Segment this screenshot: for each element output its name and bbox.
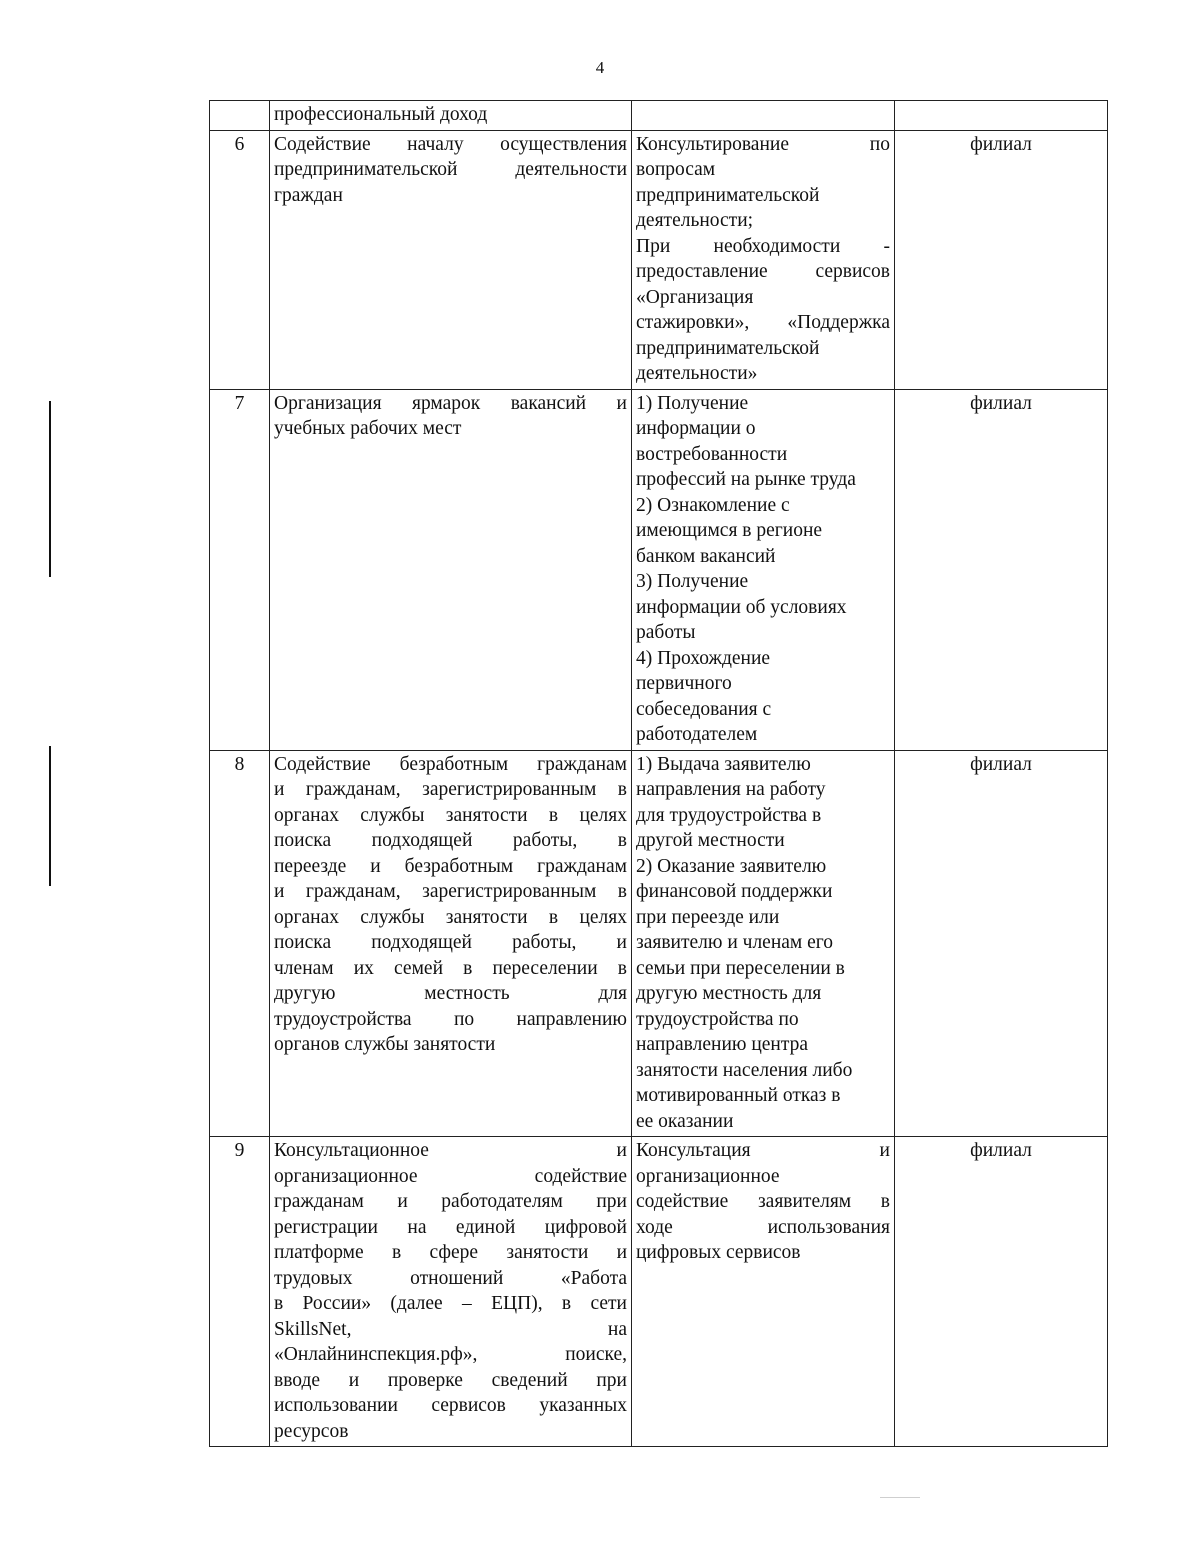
- executor-cell: филиал: [895, 1137, 1108, 1447]
- result-line: финансовой поддержки: [636, 881, 833, 902]
- page-number: 4: [595, 58, 605, 77]
- executor-cell: филиал: [895, 389, 1108, 750]
- service-line: учебных рабочих мест: [274, 418, 462, 439]
- result-line: 2) Оказание заявителю: [636, 855, 827, 877]
- result-line: работодателем: [636, 724, 758, 745]
- row-number-cell: 6: [210, 130, 270, 389]
- scan-artifact: [880, 1497, 920, 1498]
- result-line: направления на работу: [636, 779, 826, 800]
- result-line: другую местность для: [636, 983, 822, 1004]
- result-line: предпринимательской: [636, 184, 820, 206]
- service-line: ресурсов: [274, 1420, 349, 1442]
- result-line: трудоустройства по: [636, 1008, 799, 1030]
- result-line: занятости населения либо: [636, 1059, 853, 1081]
- result-line: вопросам: [636, 159, 716, 180]
- result-line: мотивированный отказ в: [636, 1085, 841, 1106]
- result-line: цифровых сервисов: [636, 1242, 801, 1263]
- result-cell: [632, 1137, 895, 1447]
- service-line: граждан: [274, 184, 343, 206]
- service-cell: [270, 750, 632, 1137]
- service-line: поиска подходящей работы, и: [274, 932, 627, 953]
- result-line: 4) Прохождение: [636, 647, 771, 669]
- result-line: 1) Выдача заявителю: [636, 753, 811, 775]
- result-line: при переезде или: [636, 906, 780, 928]
- service-line: предпринимательской деятельности: [274, 159, 627, 180]
- service-line: Содействие безработным гражданам: [274, 753, 627, 775]
- row-number-cell: 7: [210, 389, 270, 750]
- service-line: органов службы занятости: [274, 1034, 496, 1055]
- result-line: предпринимательской: [636, 337, 820, 359]
- result-cell: [632, 389, 895, 750]
- table-row: [210, 389, 1108, 750]
- service-cell: профессиональный доход: [270, 101, 632, 131]
- table-row: [210, 750, 1108, 1137]
- result-cell: [632, 130, 895, 389]
- result-line: Консультация и: [636, 1140, 890, 1161]
- row-number-cell: 9: [210, 1137, 270, 1447]
- margin-line-mark: [49, 746, 51, 886]
- service-line: регистрации на единой цифровой: [274, 1216, 627, 1238]
- service-line: другую местность для: [274, 983, 627, 1004]
- result-line: 2) Ознакомление с: [636, 494, 790, 516]
- result-line: профессий на рынке труда: [636, 469, 856, 490]
- result-line: информации о: [636, 418, 756, 439]
- services-table: [209, 100, 1108, 1447]
- result-line: ходе использования: [636, 1216, 890, 1238]
- result-line: организационное: [636, 1165, 780, 1187]
- service-cell: [270, 130, 632, 389]
- result-line: первичного: [636, 673, 732, 694]
- service-line: переезде и безработным гражданам: [274, 855, 627, 877]
- result-line: востребованности: [636, 443, 788, 465]
- service-line: Консультационное и: [274, 1140, 627, 1161]
- service-line: «Онлайнинспекция.рф», поиске,: [274, 1344, 627, 1365]
- service-line: органах службы занятости в целях: [274, 906, 627, 928]
- table-row-continued: [210, 101, 1108, 131]
- service-line: трудоустройства по направлению: [274, 1008, 627, 1030]
- result-line: банком вакансий: [636, 545, 776, 567]
- result-line: деятельности;: [636, 210, 754, 231]
- result-line: для трудоустройства в: [636, 804, 822, 826]
- result-line: стажировки», «Поддержка: [636, 312, 890, 333]
- result-line: При необходимости -: [636, 235, 890, 257]
- result-line: другой местности: [636, 830, 785, 851]
- result-line: заявителю и членам его: [636, 932, 834, 953]
- service-line: и гражданам, зарегистрированным в: [274, 779, 627, 800]
- service-line: гражданам и работодателям при: [274, 1191, 627, 1212]
- service-line: SkillsNet, на: [274, 1318, 627, 1340]
- service-line: и гражданам, зарегистрированным в: [274, 881, 627, 902]
- service-line: поиска подходящей работы, в: [274, 830, 627, 851]
- service-line: Содействие началу осуществления: [274, 133, 627, 155]
- result-line: направлению центра: [636, 1034, 809, 1055]
- result-line: деятельности»: [636, 363, 758, 384]
- result-line: «Организация: [636, 286, 754, 308]
- service-line: членам их семей в переселении в: [274, 957, 627, 979]
- row-number-cell: [210, 101, 270, 131]
- executor-cell: [895, 101, 1108, 131]
- table-row: [210, 1137, 1108, 1447]
- table-row: [210, 130, 1108, 389]
- result-line: содействие заявителям в: [636, 1191, 890, 1212]
- service-line: трудовых отношений «Работа: [274, 1267, 627, 1289]
- result-line: имеющимся в регионе: [636, 520, 823, 541]
- service-cell: [270, 1137, 632, 1447]
- service-line: использовании сервисов указанных: [274, 1395, 627, 1416]
- result-line: информации об условиях: [636, 596, 847, 618]
- service-line: органах службы занятости в целях: [274, 804, 627, 826]
- result-line: семьи при переселении в: [636, 957, 845, 979]
- result-line: работы: [636, 622, 696, 643]
- result-line: 1) Получение: [636, 392, 749, 414]
- result-cell: [632, 750, 895, 1137]
- executor-cell: филиал: [895, 130, 1108, 389]
- result-line: ее оказании: [636, 1110, 734, 1132]
- row-number-cell: 8: [210, 750, 270, 1137]
- service-line: в России» (далее – ЕЦП), в сети: [274, 1293, 627, 1314]
- service-line: вводе и проверке сведений при: [274, 1369, 627, 1391]
- result-line: собеседования с: [636, 698, 772, 720]
- margin-line-mark: [49, 401, 51, 577]
- service-line: платформе в сфере занятости и: [274, 1242, 627, 1263]
- service-line: организационное содействие: [274, 1165, 627, 1187]
- service-line: Организация ярмарок вакансий и: [274, 392, 627, 414]
- result-line: предоставление сервисов: [636, 261, 890, 282]
- result-line: Консультирование по: [636, 133, 890, 155]
- executor-cell: филиал: [895, 750, 1108, 1137]
- service-cell: [270, 389, 632, 750]
- result-line: 3) Получение: [636, 571, 749, 592]
- result-cell: [632, 101, 895, 131]
